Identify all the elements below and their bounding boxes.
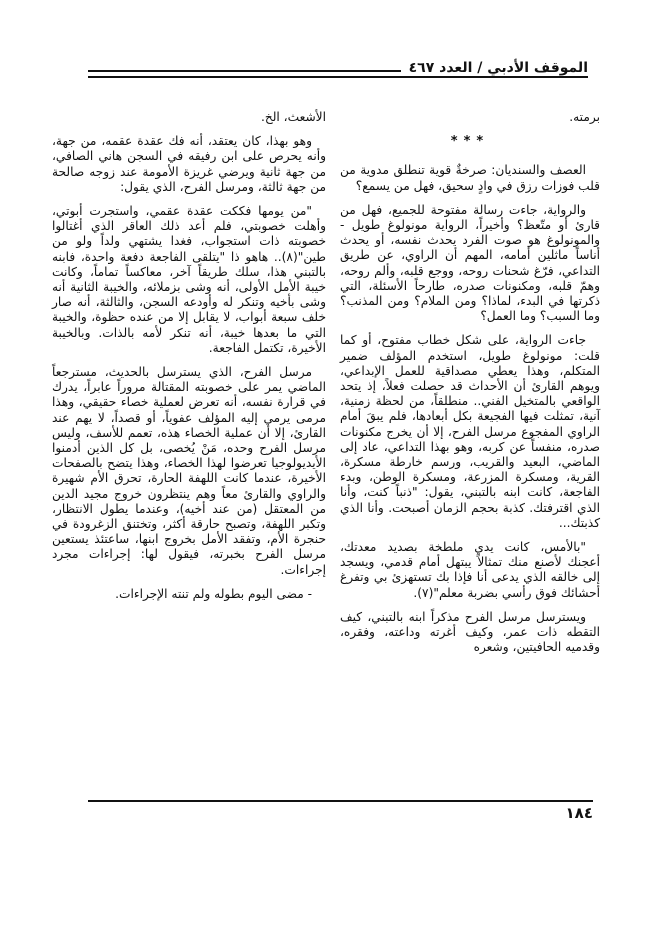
paragraph: ويسترسل مرسل الفرح مذكراً ابنه بالتبني، كيف التقطه ذات عمر، وكيف أغرته وداعته، وفقره، وقدميه الحافيتين، وشعره xyxy=(340,609,600,655)
paragraph: وهو بهذا، كان يعتقد، أنه فك عقدة عقمه، من جهة، وأنه يحرص على ابن رفيقه في السجن هاني الصافي، من جهة ثانية ويرضي غريزة الأمومة عند زوجه صالحة من جهة ثالثة، ومرسل الفرح، الذي يقول: xyxy=(52,134,326,194)
paragraph: والرواية، جاءت رسالة مفتوحة للجميع، فهل من قارئ أو متّعظ؟ وأخيراً، الرواية مونولوغ طويل - والمونولوغ هو صوت الفرد يحدث نفسه، أو يحدث أناساً ماثلين أمامه، المهم أن الراوي، عن طريق التداعي، فرّغ شحنات روحه، ووجع قلبه، وألم روحه، وهمّ قلبه، ومكنونات صدره، طارحاً الأسئلة، التي ذكرتها في البدء، لماذا؟ ومن الملام؟ ومن المذنب؟ وما السبب؟ وما العمل؟ xyxy=(340,202,600,324)
page-footer xyxy=(88,800,593,824)
paragraph: جاءت الرواية، على شكل خطاب مفتوح، أو كما قلت: مونولوغ طويل، استخدم المؤلف ضمير المتكلم، وهذا يعطي مصداقية للعمل الإبداعي، ويوهم القارئ أن الأحداث قد حصلت فعلاً، إذ يتحد الواقعي بالمتخيل الفني.. منطلقاً، من لحظة زمنية، آنية، تمثلت فيها الفجيعة بكل أبعادها، فلم يبقَ أمام الراوي المفجوع مرسل الفرح، إلا أن يخرج مكنونات صدره، منفساً عن كربه، وهو بهذا التداعي، عاد إلى الماضي، البعيد والقريب، ورسم خارطة مسكرة، القرية، ومسكرة المزرعة، ومسكرة الوطن، وبدء الفاجعة، كانت ابنه بالتبني، يقول: "ذنباً كنت، وأنا الذي اقترفتك. كذبة بحجم الزمان أصبحت. وأنا الذي كذبتك... xyxy=(340,333,600,530)
right-column xyxy=(340,110,600,665)
paragraph: - مضى اليوم بطوله ولم تنته الإجراءات. xyxy=(115,586,312,601)
left-column xyxy=(52,110,326,611)
footer-rule xyxy=(88,800,593,802)
page-number: ١٨٤ xyxy=(565,804,593,822)
journal-title: الموقف الأدبي / العدد ٤٦٧ xyxy=(401,60,588,76)
quote-paragraph: "من يومها فككت عقدة عقمي، واستجرت أبوتي، وأهلت خصوبتي، فلم أعد ذلك العاقر الذي أغتالوا خصوبته ذات استجواب، فغدا يشتهي ولداً ولو من طين"(٨).. هاهو ذا "يتلقى الفاجعة دفعة واحدة، فابنه بالتبني هذا، سلك طريقاً آخر، معاكساً تماماً، وكانت خيبة الأمل الأولى، أنه وشى بزملائه، والخيبة الثانية أنه وشى بأخيه وتنكر له وأودعه السجن، والثالثة، أنه صار خلف سبعة أبواب، لا يقابل إلا من عنده حظوة، والخيبة التي ما بعدها خيبة، أنه تنكر لأمه بالذات. وبالخيبة الأخيرة، تكتمل الفاجعة. xyxy=(52,204,326,355)
paragraph: العصف والسنديان: صرخةٌ قوية تنطلق مدوية من قلب فوزات رزق في وادٍ سحيق، فهل من يسمع؟ xyxy=(340,163,600,193)
paragraph: برمته. xyxy=(569,110,600,124)
paragraph: "بالأمس، كانت يدي ملطخة بصديد معدتك، أعجنك لأصنع منك تمثالاً يبتهل أمام قدمي، ويسجد إلى خالقه الذي يدعى أنا فإذا بك تستهزئ بي وتفرغ أحشائك فوق رأسي بضربة معلم"(٧). xyxy=(340,540,600,600)
paragraph: مرسل الفرح، الذي يسترسل بالحديث، مسترجعاً الماضي يمر على خصوبته المقتالة مروراً عابراً، يدرك في قرارة نفسه، أنه تعرض لعملية خصاء حقيقي، وهذا مرمى يرمي إليه المؤلف عفوياً، أو قصداً، لا يهم عند القارئ، إلا أن عملية الخصاء هذه، تعمم للأسف، وليس مرسل الفرح وحده، مَنْ يُخصى، بل كل الذين أدمنوا الأيديولوجيا تعرضوا لهذا الخصاء، وهذا يتضح بالصفحات الأخيرة، عندما كانت اللهفة الحارة، تحرق الأم شهيرة والراوي والقارئ معاً وهم ينتظرون خروج مجيد الدين من المعتقل (من عند أخيه)، وعندما يطول الانتظار، وتكبر اللهفة، وتصبح حارقة أكثر، وتختنق الزغرودة في حنجرة الأم، وتفقد الأمل بخروج ابنها، ساعتئذ يستعين مرسل الفرح بخبرته، فيقول لها: إجراءات مجرد إجراءات. xyxy=(52,365,326,577)
section-separator: *** xyxy=(450,134,490,150)
header-rule-bottom xyxy=(88,76,588,78)
paragraph: الأشعث، الخ. xyxy=(260,110,326,124)
running-header xyxy=(88,58,588,90)
